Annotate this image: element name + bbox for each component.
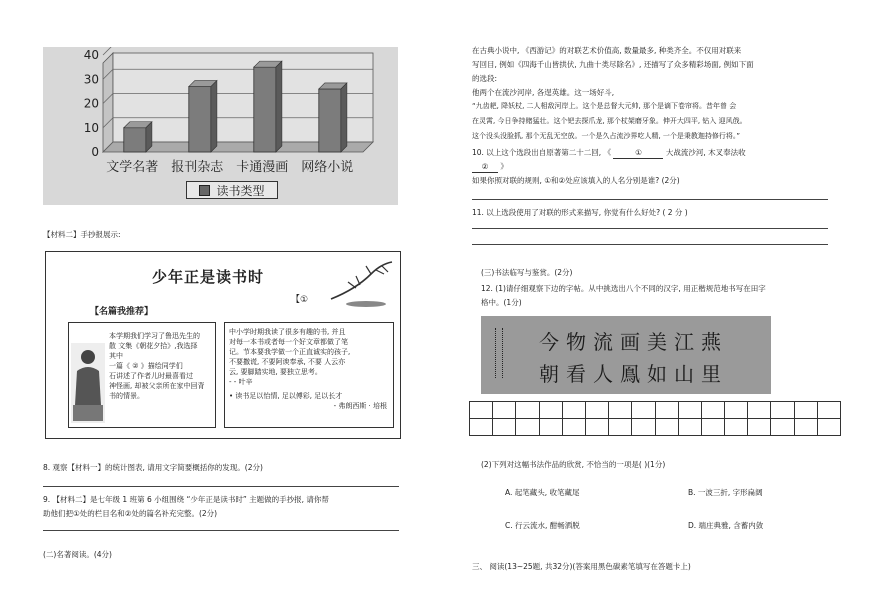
x-category-label: 文学名著 <box>106 160 159 175</box>
y-tick-label: 0 <box>91 145 99 159</box>
y-tick-label: 20 <box>83 96 99 111</box>
answer-line-11a[interactable] <box>472 228 828 229</box>
section-3-heading: (三)书法临写与鉴赏。(2分) <box>481 268 573 277</box>
poster-blank-1: 【① <box>291 295 309 305</box>
gridline-diag <box>103 47 113 55</box>
quote-box <box>224 322 394 428</box>
grid-cell[interactable] <box>632 402 655 419</box>
legend-label: 读书类型 <box>216 183 265 198</box>
grid-cell[interactable] <box>609 419 632 436</box>
grid-cell[interactable] <box>516 402 539 419</box>
question-9-line2: 助他们把①处的栏目名和②处的篇名补充完整。(2分) <box>43 509 218 518</box>
grid-cell[interactable] <box>771 419 794 436</box>
material2-label: 【材料二】手抄报展示: <box>43 230 121 239</box>
grid-cell[interactable] <box>562 402 585 419</box>
grid-cell[interactable] <box>771 402 794 419</box>
question-10-line1: 10. 以上这个选段出自原著第二十二回, 《 ① 大战流沙河, 木叉奉法收 <box>472 148 746 157</box>
question-8: 8. 观察【材料一】的统计图表, 请用文字简要概括你的发现。(2分) <box>43 463 263 472</box>
answer-line-10[interactable] <box>472 199 828 200</box>
grid-cell[interactable] <box>539 402 562 419</box>
calligraphy-row-1: 今物流画美江燕 <box>539 330 728 354</box>
question-12-line2: 格中。(1分) <box>481 298 522 307</box>
grid-cell[interactable] <box>470 419 493 436</box>
grid-cell[interactable] <box>470 402 493 419</box>
intro-line-4: 他两个在流沙河岸, 各逞英雄。这一场好斗, <box>472 88 615 97</box>
section-reading-heading: 三、 阅读(13~25题, 共32分)(答案用黑色碳素笔填写在答题卡上) <box>472 562 691 571</box>
grid-cell[interactable] <box>817 419 840 436</box>
grid-cell[interactable] <box>493 402 516 419</box>
question-12-2: (2)下列对这幅书法作品的欣赏, 不恰当的一项是( )(1分) <box>481 460 666 469</box>
grid-cell[interactable] <box>794 402 817 419</box>
intro-line-3: 的选段: <box>472 74 498 83</box>
recommend-heading: 【名篇我推荐】 <box>90 307 154 317</box>
x-category-label: 卡通漫画 <box>236 160 289 175</box>
answer-line-8[interactable] <box>43 486 399 487</box>
y-tick-label: 30 <box>83 72 99 87</box>
grid-cell[interactable] <box>539 419 562 436</box>
grid-cell[interactable] <box>725 402 748 419</box>
grid-cell[interactable] <box>609 402 632 419</box>
question-10-line2: 如果你照对联的规则, ①和②处应该填入的人名分别是谁? (2分) <box>472 176 680 185</box>
question-10-blank2: ② 》 <box>472 161 508 173</box>
grid-cell[interactable] <box>655 419 678 436</box>
poster-title: 少年正是读书时 <box>152 268 265 286</box>
grid-cell[interactable] <box>817 402 840 419</box>
poem-line-2: 在灵霄, 今日争持赌猛壮。这个钯去探爪龙, 那个杖架磨牙象。伸开大四平, 钻入 迎风戗。 <box>472 117 747 125</box>
bar <box>319 89 341 152</box>
option-c[interactable]: C. 行云流水, 酣畅洒脱 <box>505 521 580 530</box>
answer-line-11b[interactable] <box>472 244 828 245</box>
blank-1[interactable]: ① <box>613 147 663 159</box>
quote-text: 中小学时期我读了很多有趣的书, 并且 对每一本书或者每一个好文章都做了笔 记。节本要我学做一个正直诚实的孩子, 不要撒谎, 不要阿谀奉承, 不要 人云亦 云, 要脚踏实地, 要独立思考。 - - 叶辛 • 读书足以怡情, 足以傅彩, 足以长才 - 弗朗西斯 · 培根 <box>229 328 387 410</box>
x-category-label: 报刊杂志 <box>171 160 224 175</box>
section-2-heading: (二)名著阅读。(4分) <box>43 550 112 559</box>
poem-line-3: 这个没头没脸抓, 那个无乱无空放。一个是久占流沙界吃人精, 一个是秉教迦持修行将。” <box>472 132 741 140</box>
grid-cell[interactable] <box>794 419 817 436</box>
x-category-label: 网络小说 <box>301 160 354 175</box>
pine-branch-icon <box>326 254 396 314</box>
grid-cell[interactable] <box>655 402 678 419</box>
grid-cell[interactable] <box>562 419 585 436</box>
option-b[interactable]: B. 一波三折, 字形扁阔 <box>688 488 763 497</box>
bar <box>254 67 276 152</box>
grid-cell[interactable] <box>678 419 701 436</box>
intro-line-1: 在古典小说中, 《西游记》的对联艺术价值高, 数量最多, 种类齐全。不仅用对联来 <box>472 46 742 55</box>
grid-cell[interactable] <box>748 402 771 419</box>
intro-line-2: 写回目, 例如《四海千山皆拱伏, 九曲十类尽除名》, 还描写了众多精彩场面, 例如下面 <box>472 60 754 69</box>
grid-cell[interactable] <box>493 419 516 436</box>
answer-line-9[interactable] <box>43 530 399 531</box>
recommend-box <box>68 322 216 428</box>
legend-swatch <box>199 185 210 196</box>
y-tick-label: 40 <box>83 48 99 62</box>
question-9-line1: 9. 【材料二】是七年级 1 班第 6 小组围绕 “少年正是读书时” 主题做的手抄报, 请你帮 <box>43 495 329 504</box>
bar-side <box>211 81 217 152</box>
grid-cell[interactable] <box>748 419 771 436</box>
grid-cell[interactable] <box>516 419 539 436</box>
bar-side <box>341 83 347 152</box>
calligraphy-row-2: 朝看人鳯如山里 <box>539 362 728 386</box>
reading-type-bar-chart <box>43 47 398 205</box>
seal-signature <box>495 328 503 378</box>
bar <box>124 128 146 152</box>
grid-cell[interactable] <box>585 402 608 419</box>
grid-cell[interactable] <box>678 402 701 419</box>
grid-cell[interactable] <box>632 419 655 436</box>
bar <box>189 87 211 152</box>
grid-cell[interactable] <box>701 419 724 436</box>
chart-legend <box>186 181 278 199</box>
grid-cell[interactable] <box>701 402 724 419</box>
grid-cell[interactable] <box>585 419 608 436</box>
figure-illustration-icon <box>71 343 105 423</box>
bar-side <box>276 61 282 152</box>
handwritten-poster <box>45 251 401 439</box>
blank-2[interactable]: ② <box>472 161 498 173</box>
option-a[interactable]: A. 起笔藏头, 收笔藏尾 <box>505 488 580 497</box>
writing-grid <box>469 401 841 436</box>
poem-line-1: “九齿耙, 降妖杖, 二人相敌河岸上。这个是总督大元帅, 那个是谪下卷帘将。昔年曾 会 <box>472 102 737 110</box>
question-12-line1: 12. (1)请仔细观察下边的字帖。从中挑选出八个不同的汉字, 用正楷规范地书写在田字 <box>481 284 766 293</box>
option-d[interactable]: D. 端庄典雅, 含蓄内敛 <box>688 521 764 530</box>
grid-cell[interactable] <box>725 419 748 436</box>
question-11: 11. 以上选段使用了对联的形式来描写, 你觉有什么好处? ( 2 分 ) <box>472 208 688 217</box>
calligraphy-sample <box>481 316 771 394</box>
recommend-text: 本学期我们学习了鲁迅先生的 散 文集《朝花夕拾》,我选择 其中 一篇《 ② 》描绘同学们 石讲述了作者儿时最喜看过 神怪画, 却被父亲所在家中回背 书的情景。 <box>109 332 205 400</box>
y-tick-label: 10 <box>83 120 99 135</box>
